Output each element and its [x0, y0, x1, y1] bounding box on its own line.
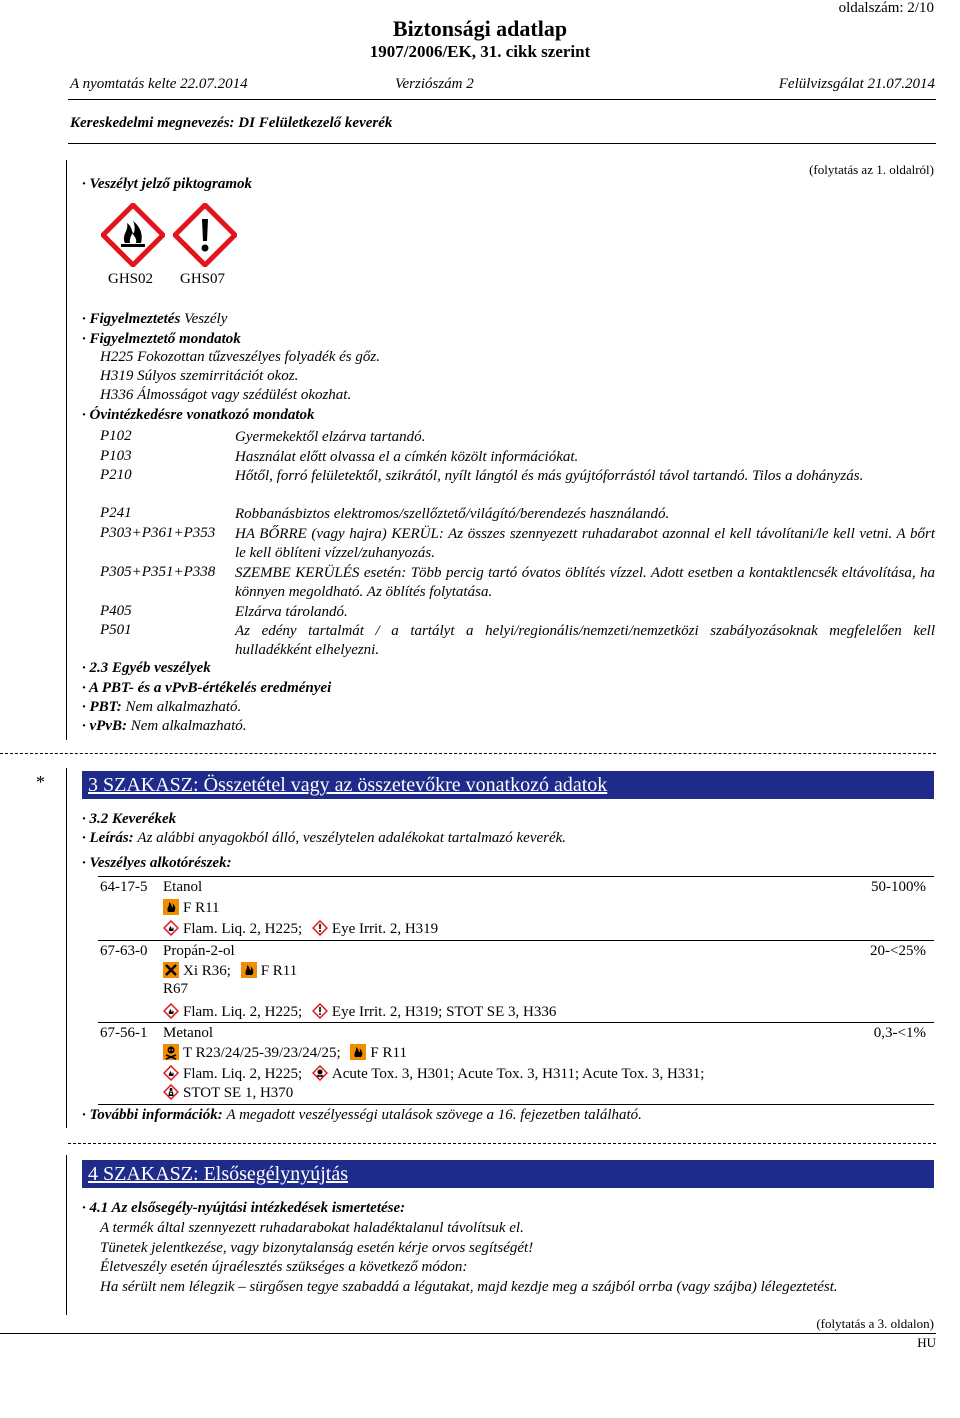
exclamation-icon [312, 920, 328, 936]
document-title: Biztonsági adatlap [392, 16, 568, 41]
signal-value: Veszély [184, 311, 228, 327]
mixtures-heading: · 3.2 Keverékek [82, 811, 177, 827]
continued-to: (folytatás a 3. oldalon) [816, 1316, 934, 1331]
vpvb-label: · vPvB: [82, 718, 127, 734]
vpvb-value: Nem alkalmazható. [130, 718, 247, 734]
pictogram-label-ghs02: GHS02 [108, 271, 154, 287]
print-date: A nyomtatás kelte 22.07.2014 [70, 76, 248, 92]
exclamation-icon [173, 203, 237, 267]
further-info-label: · További információk: [82, 1107, 223, 1123]
p-code: P103 [100, 448, 132, 464]
flame-icon [350, 1044, 366, 1060]
p-code: P102 [100, 428, 132, 444]
component-classification-r [163, 899, 220, 917]
p-code: P241 [100, 505, 132, 521]
component-classification-h [163, 1003, 556, 1021]
skull-icon [312, 1065, 328, 1081]
flame-icon [101, 203, 165, 267]
component-classification-r [163, 962, 297, 980]
h-phrase: STOT SE 1, H370 [183, 1085, 294, 1101]
pbt-heading: · A PBT- és a vPvB-értékelés eredményei [82, 680, 332, 696]
pictogram-heading: · Veszélyt jelző piktogramok [82, 176, 252, 192]
p-code: P501 [100, 622, 132, 638]
pbt-label: · PBT: [82, 699, 122, 715]
hazard-h336: H336 Álmosságot vagy szédülést okozhat. [100, 387, 352, 403]
r-phrase: R67 [163, 981, 189, 997]
first-aid-heading: · 4.1 Az elsősegély-nyújtási intézkedések ismertetése: [82, 1200, 406, 1216]
component-range: 0,3-<1% [873, 1025, 926, 1041]
component-range: 50-100% [871, 879, 926, 895]
flame-icon [241, 962, 257, 978]
component-cas: 67-63-0 [100, 943, 148, 959]
pbt-value: Nem alkalmazható. [125, 699, 242, 715]
footer-rule [0, 1333, 936, 1334]
description-value: Az alábbi anyagokból álló, veszélytelen adalékokat tartalmazó keverék. [137, 830, 567, 846]
hazard-h225: H225 Fokozottan tűzveszélyes folyadék és gőz. [100, 349, 380, 365]
health-hazard-icon [163, 1084, 179, 1100]
component-cas: 64-17-5 [100, 879, 148, 895]
pbt-row [82, 699, 241, 716]
component-name: Metanol [163, 1025, 213, 1041]
section3-title: 3 SZAKASZ: Összetétel vagy az összetevőkre vonatkozó adatok [82, 771, 934, 799]
table-rule [98, 1022, 934, 1023]
p-text: Elzárva tárolandó. [235, 604, 348, 620]
flame-icon [163, 899, 179, 915]
dashed-rule [68, 1143, 936, 1144]
header-rule-2 [68, 143, 936, 144]
r-phrase: Xi R36; [183, 963, 231, 979]
first-aid-line: Tünetek jelentkezése, vagy bizonytalanság esetén kérje orvos segítségét! [100, 1240, 534, 1256]
components-heading: · Veszélyes alkotórészek: [82, 855, 232, 871]
component-classification-r [163, 1044, 407, 1062]
r-phrase: F R11 [183, 900, 220, 916]
first-aid-line: Életveszély esetén újraélesztés szükséges a következő módon: [100, 1259, 468, 1275]
signal-label: · Figyelmeztetés [82, 311, 181, 327]
r-phrase: T R23/24/25-39/23/24/25; [183, 1045, 341, 1061]
precaution-heading: · Óvintézkedésre vonatkozó mondatok [82, 407, 315, 423]
first-aid-line: Ha sérült nem lélegzik – sürgősen tegye szabaddá a légutakat, majd kezdje meg a szájból orrba (vagy szájba) lélegeztetést. [100, 1279, 838, 1295]
p-text: Az edény tartalmát / a tartályt a helyi/regionális/nemzeti/nemzetközi szabályozásoknak megfelelően kell hulladékként elhelyezni. [235, 623, 935, 658]
table-rule [98, 876, 934, 877]
r-phrase: F R11 [370, 1045, 407, 1061]
other-hazards-heading: · 2.3 Egyéb veszélyek [82, 660, 211, 676]
p-text: Hőtől, forró felületektől, szikrától, nyílt lángtól és más gyújtóforrástól távol tartandó. Tilos a dohányzás. [235, 468, 864, 484]
header-rule [68, 99, 936, 100]
p-code: P210 [100, 467, 132, 483]
p-text: SZEMBE KERÜLÉS esetén: Több percig tartó óvatos öblítés vízzel. Adott esetben a kontaktlencsék eltávolítása, ha könnyen megoldható. Az öblítés folytatása. [235, 565, 935, 600]
p-code: P305+P351+P338 [100, 564, 216, 580]
country-code: HU [917, 1335, 936, 1350]
dashed-rule [0, 753, 936, 754]
further-info-row [82, 1107, 642, 1124]
trade-name: Kereskedelmi megnevezés: DI Felületkezelő keverék [70, 115, 393, 131]
version: Verziószám 2 [395, 76, 474, 92]
p-text: Használat előtt olvassa el a címkén közölt információkat. [235, 449, 579, 465]
revision-date: Felülvizsgálat 21.07.2014 [778, 76, 935, 92]
description-row [82, 830, 566, 847]
section-bar [66, 1155, 67, 1315]
h-phrase: Eye Irrit. 2, H319; STOT SE 3, H336 [331, 1004, 557, 1020]
h-phrase: Eye Irrit. 2, H319 [331, 921, 439, 937]
component-range: 20-<25% [870, 943, 926, 959]
p-text: Robbanásbiztos elektromos/szellőztető/világító/berendezés használandó. [235, 506, 670, 522]
table-rule [98, 940, 934, 941]
changed-marker: * [36, 772, 45, 792]
h-phrase: Flam. Liq. 2, H225; [183, 1066, 303, 1082]
document-subtitle: 1907/2006/EK, 31. cikk szerint [369, 42, 591, 61]
vpvb-row [82, 718, 247, 735]
further-info-value: A megadott veszélyességi utalások szövege a 16. fejezetben található. [226, 1107, 642, 1123]
section4-title: 4 SZAKASZ: Elsősegélynyújtás [82, 1160, 934, 1188]
flame-icon [163, 1065, 179, 1081]
h-phrase: Acute Tox. 3, H301; Acute Tox. 3, H311; Acute Tox. 3, H331; [331, 1066, 705, 1082]
component-classification-h [163, 1065, 704, 1083]
description-label: · Leírás: [82, 830, 134, 846]
p-text: HA BŐRRE (vagy hajra) KERÜL: Az összes szennyezett ruhadarabot azonnal el kell távolítani/le kell vetni. A bőrt le kell öblíteni vízzel/zuhanyozás. [235, 526, 935, 561]
component-name: Propán-2-ol [163, 943, 235, 959]
first-aid-line: A termék által szennyezett ruhadarabokat haladéktalanul távolítsuk el. [100, 1220, 524, 1236]
h-phrase: Flam. Liq. 2, H225; [183, 921, 303, 937]
p-code: P303+P361+P353 [100, 525, 216, 541]
table-rule [98, 1104, 934, 1105]
r-phrase: F R11 [260, 963, 298, 979]
component-classification-h [163, 920, 438, 938]
p-text: Gyermekektől elzárva tartandó. [235, 429, 426, 445]
cross-icon [163, 962, 179, 978]
component-classification-h [163, 1084, 293, 1102]
signal-word [82, 311, 227, 328]
h-phrase: Flam. Liq. 2, H225; [183, 1004, 303, 1020]
flame-icon [163, 920, 179, 936]
section-bar [66, 768, 67, 1128]
flame-icon [163, 1003, 179, 1019]
pictogram-label-ghs07: GHS07 [180, 271, 226, 287]
hazard-heading: · Figyelmeztető mondatok [82, 331, 241, 347]
section-bar [66, 160, 67, 740]
hazard-h319: H319 Súlyos szemirritációt okoz. [100, 368, 299, 384]
continued-from: (folytatás az 1. oldalról) [809, 162, 934, 177]
exclamation-icon [312, 1003, 328, 1019]
page-number: oldalszám: 2/10 [838, 0, 934, 16]
p-code: P405 [100, 603, 132, 619]
component-cas: 67-56-1 [100, 1025, 148, 1041]
skull-icon [163, 1044, 179, 1060]
component-name: Etanol [163, 879, 203, 895]
